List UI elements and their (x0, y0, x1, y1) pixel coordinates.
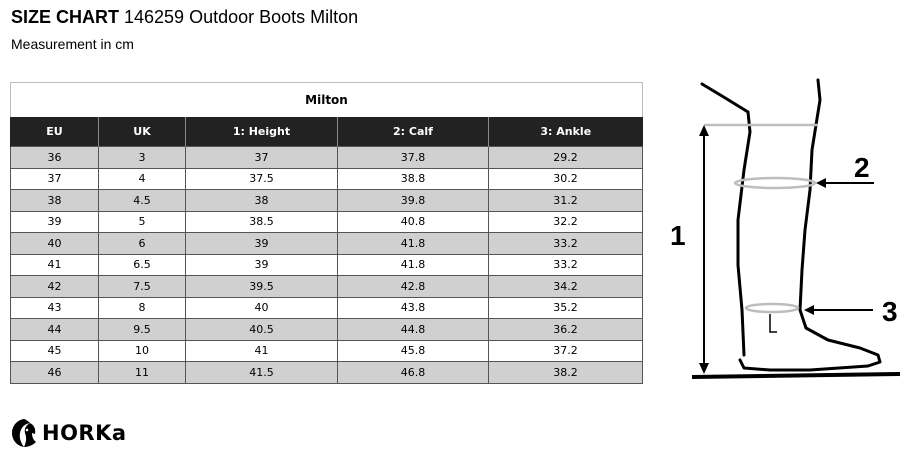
column-header: 1: Height (186, 117, 338, 147)
table-cell: 41.8 (338, 254, 489, 276)
table-cell: 41 (11, 254, 99, 276)
table-cell: 37.2 (489, 340, 643, 362)
table-cell: 42 (11, 276, 99, 298)
logo-text: HORKa (42, 421, 127, 445)
table-row (11, 233, 643, 255)
leg-outline (740, 80, 880, 370)
ankle-arrow-head (804, 305, 814, 315)
table-row (11, 340, 643, 362)
table-cell: 36.2 (489, 319, 643, 341)
table-row (11, 254, 643, 276)
table-row (11, 319, 643, 341)
table-cell: 4.5 (99, 190, 186, 212)
table-cell: 39.5 (186, 276, 338, 298)
leg-measurement-diagram (660, 70, 911, 390)
table-cell: 37 (11, 168, 99, 190)
table-cell: 42.8 (338, 276, 489, 298)
table-cell: 32.2 (489, 211, 643, 233)
table-cell: 8 (99, 297, 186, 319)
label-calf: 2 (854, 152, 870, 183)
table-cell: 46.8 (338, 362, 489, 384)
table-body (11, 147, 643, 384)
table-cell: 43.8 (338, 297, 489, 319)
column-header: 2: Calf (338, 117, 489, 147)
table-caption-row (11, 83, 643, 118)
table-cell: 41.5 (186, 362, 338, 384)
height-arrow-head-bottom (699, 363, 709, 374)
table-cell: 11 (99, 362, 186, 384)
ankle-tick (770, 314, 777, 332)
table-cell: 40 (186, 297, 338, 319)
table-cell: 43 (11, 297, 99, 319)
brand-logo (10, 416, 127, 450)
table-cell: 6 (99, 233, 186, 255)
table-row (11, 211, 643, 233)
table-cell: 29.2 (489, 147, 643, 169)
table-cell: 5 (99, 211, 186, 233)
table-cell: 38 (186, 190, 338, 212)
table-row (11, 190, 643, 212)
table-cell: 41.8 (338, 233, 489, 255)
table-cell: 7.5 (99, 276, 186, 298)
calf-arrow-head (816, 178, 826, 188)
table-cell: 39.8 (338, 190, 489, 212)
table-cell: 6.5 (99, 254, 186, 276)
table-cell: 39 (186, 233, 338, 255)
table-cell: 40.5 (186, 319, 338, 341)
table-cell: 33.2 (489, 233, 643, 255)
table-cell: 37.8 (338, 147, 489, 169)
table-cell: 35.2 (489, 297, 643, 319)
ground-line (692, 374, 900, 377)
title-bold: SIZE CHART (11, 7, 119, 27)
table-cell: 38.8 (338, 168, 489, 190)
table-cell: 31.2 (489, 190, 643, 212)
table-cell: 45.8 (338, 340, 489, 362)
column-header: EU (11, 117, 99, 147)
table-cell: 41 (186, 340, 338, 362)
table-cell: 33.2 (489, 254, 643, 276)
table-header-row (11, 117, 643, 147)
table-cell: 3 (99, 147, 186, 169)
column-header: 3: Ankle (489, 117, 643, 147)
table-cell: 44 (11, 319, 99, 341)
table-cell: 39 (186, 254, 338, 276)
label-height: 1 (670, 220, 686, 251)
table-cell: 44.8 (338, 319, 489, 341)
table-row (11, 297, 643, 319)
table-cell: 37.5 (186, 168, 338, 190)
height-arrow-head-top (699, 125, 709, 136)
table-cell: 4 (99, 168, 186, 190)
table-row (11, 362, 643, 384)
page-title (11, 7, 358, 28)
table-cell: 38.2 (489, 362, 643, 384)
table-cell: 34.2 (489, 276, 643, 298)
table-row (11, 168, 643, 190)
column-header: UK (99, 117, 186, 147)
measurement-unit-note: Measurement in cm (11, 36, 134, 52)
table-cell: 39 (11, 211, 99, 233)
table-cell: 38.5 (186, 211, 338, 233)
calf-measure-ring (735, 178, 815, 188)
table-caption: Milton (11, 83, 643, 118)
table-cell: 45 (11, 340, 99, 362)
table-row (11, 276, 643, 298)
table-cell: 46 (11, 362, 99, 384)
ankle-measure-ring (746, 304, 798, 312)
table-cell: 40.8 (338, 211, 489, 233)
horse-head-icon (10, 418, 38, 448)
table-row (11, 147, 643, 169)
table-cell: 38 (11, 190, 99, 212)
size-chart-table (10, 82, 643, 384)
table-cell: 9.5 (99, 319, 186, 341)
table-cell: 36 (11, 147, 99, 169)
title-rest: 146259 Outdoor Boots Milton (119, 7, 359, 27)
table-cell: 30.2 (489, 168, 643, 190)
table-cell: 37 (186, 147, 338, 169)
table-cell: 10 (99, 340, 186, 362)
table-cell: 40 (11, 233, 99, 255)
label-ankle: 3 (882, 296, 898, 327)
